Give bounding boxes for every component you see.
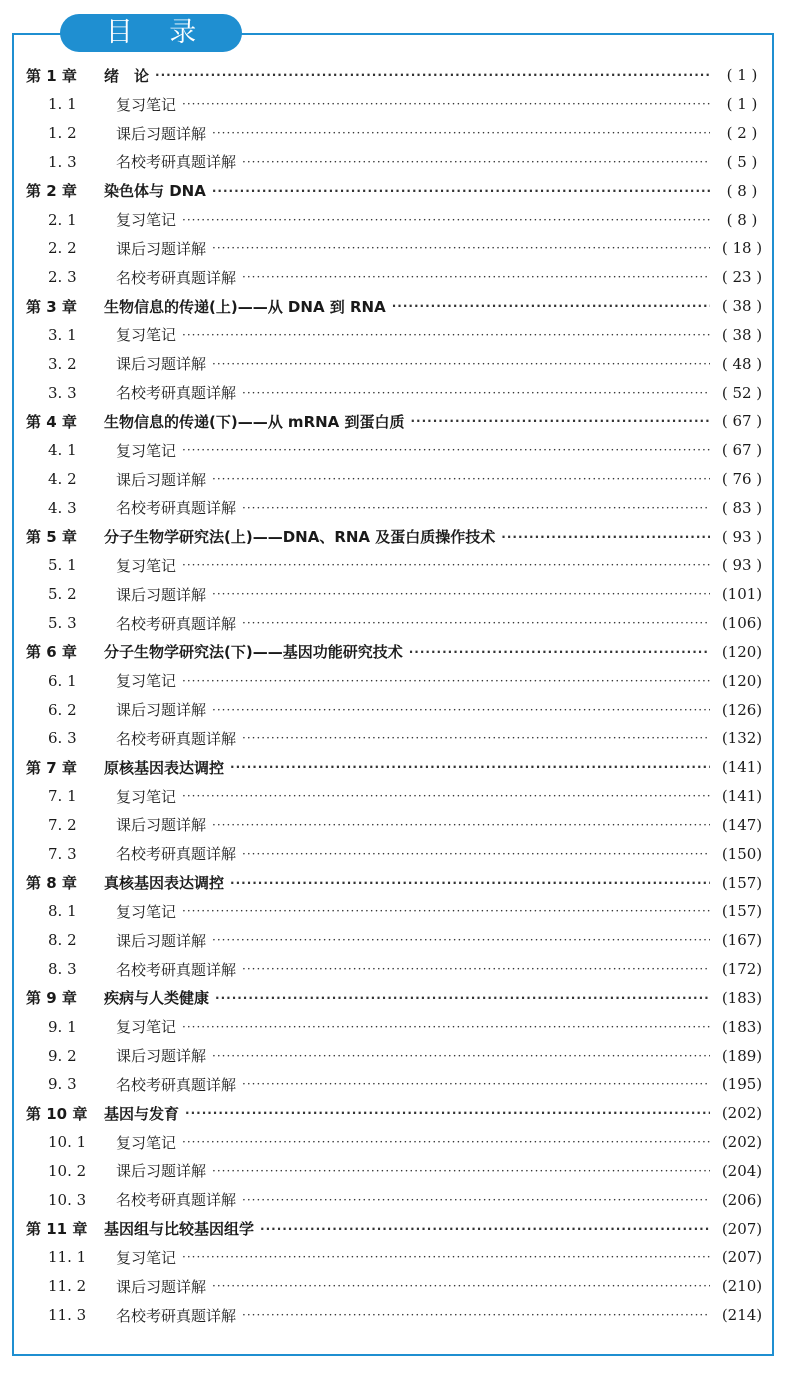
dot-leader (501, 530, 710, 544)
section-entry[interactable] (26, 320, 768, 349)
entry-page: (141) (721, 758, 763, 777)
entry-number: 4. 2 (48, 470, 77, 488)
section-entry[interactable] (26, 1156, 768, 1185)
entry-title: 课后习题详解 (116, 931, 207, 950)
entry-number: 8. 1 (48, 902, 77, 921)
entry-title: 名校考研真题详解 (116, 384, 237, 403)
entry-number: 第 2 章 (26, 182, 77, 201)
entry-number: 2. 3 (48, 268, 77, 287)
section-entry[interactable] (26, 695, 768, 724)
section-entry[interactable] (26, 147, 768, 176)
entry-number: 11. 3 (48, 1306, 87, 1325)
entry-title: 复习笔记 (116, 1133, 177, 1152)
section-entry[interactable] (26, 349, 768, 378)
entry-page: (195) (721, 1075, 763, 1094)
entry-page: (206) (721, 1190, 763, 1209)
chapter-entry[interactable] (26, 1099, 768, 1128)
entry-page: ( 83 ) (721, 498, 763, 517)
section-entry[interactable] (26, 724, 768, 753)
entry-title: 名校考研真题详解 (116, 499, 237, 518)
toc-title: 目 录 (60, 14, 242, 52)
section-entry[interactable] (26, 666, 768, 695)
dot-leader (182, 328, 710, 342)
entry-page: (204) (721, 1161, 763, 1180)
dot-leader (212, 703, 710, 717)
entry-number: 第 7 章 (26, 758, 77, 777)
entry-title: 分子生物学研究法(上)——DNA、RNA 及蛋白质操作技术 (104, 528, 496, 547)
entry-page: (207) (721, 1219, 763, 1238)
dot-leader (182, 1020, 710, 1034)
dot-leader (212, 241, 710, 255)
dot-leader (212, 472, 710, 486)
entry-page: (202) (721, 1104, 763, 1123)
dot-leader (242, 1193, 710, 1207)
dot-leader (212, 1279, 710, 1293)
entry-title: 课后习题详解 (116, 585, 207, 604)
entry-title: 课后习题详解 (116, 1162, 207, 1181)
entry-title: 基因与发育 (104, 1104, 180, 1123)
entry-page: (126) (721, 700, 763, 719)
entry-number: 11. 2 (48, 1277, 87, 1296)
section-entry[interactable] (26, 1041, 768, 1070)
section-entry[interactable] (26, 1243, 768, 1272)
entry-title: 复习笔记 (116, 672, 177, 691)
entry-page: (150) (721, 844, 763, 863)
entry-number: 第 11 章 (26, 1220, 88, 1239)
section-entry[interactable] (26, 1272, 768, 1301)
toc-list (26, 61, 768, 1329)
entry-page: (157) (721, 873, 763, 892)
section-entry[interactable] (26, 465, 768, 494)
entry-title: 复习笔记 (116, 1248, 177, 1267)
entry-page: (183) (721, 1017, 763, 1036)
entry-title: 名校考研真题详解 (116, 1191, 237, 1210)
entry-number: 10. 1 (48, 1133, 87, 1152)
entry-number: 9. 3 (48, 1075, 77, 1094)
section-entry[interactable] (26, 436, 768, 465)
dot-leader (409, 645, 710, 659)
entry-page: ( 18 ) (721, 239, 763, 258)
dot-leader (411, 414, 711, 428)
entry-title: 名校考研真题详解 (116, 1075, 237, 1094)
entry-number: 9. 2 (48, 1046, 77, 1065)
entry-page: ( 8 ) (726, 181, 758, 200)
entry-number: 第 3 章 (26, 297, 77, 316)
section-entry[interactable] (26, 119, 768, 148)
entry-title: 课后习题详解 (116, 1047, 207, 1066)
entry-page: (202) (721, 1133, 763, 1152)
chapter-entry[interactable] (26, 61, 768, 90)
dot-leader (242, 847, 710, 861)
dot-leader (242, 1077, 710, 1091)
entry-page: ( 23 ) (721, 268, 763, 287)
chapter-entry[interactable] (26, 638, 768, 667)
entry-page: ( 48 ) (721, 354, 763, 373)
entry-title: 课后习题详解 (116, 124, 207, 143)
entry-page: ( 67 ) (721, 412, 763, 431)
entry-title: 复习笔记 (116, 95, 177, 114)
entry-number: 9. 1 (48, 1017, 77, 1036)
chapter-entry[interactable] (26, 522, 768, 551)
section-entry[interactable] (26, 551, 768, 580)
dot-leader (215, 991, 710, 1005)
chapter-entry[interactable] (26, 176, 768, 205)
entry-page: ( 93 ) (721, 556, 763, 575)
entry-number: 4. 3 (48, 498, 77, 517)
section-entry[interactable] (26, 811, 768, 840)
section-entry[interactable] (26, 205, 768, 234)
entry-page: ( 2 ) (726, 124, 758, 143)
entry-page: (189) (721, 1046, 763, 1065)
entry-title: 复习笔记 (116, 326, 177, 345)
entry-number: 第 4 章 (26, 412, 77, 431)
entry-number: 5. 2 (48, 585, 77, 604)
dot-leader (212, 818, 710, 832)
entry-number: 第 8 章 (26, 874, 77, 893)
entry-page: ( 1 ) (726, 66, 758, 85)
entry-page: ( 93 ) (721, 527, 763, 546)
entry-page: (207) (721, 1248, 763, 1267)
chapter-entry[interactable] (26, 292, 768, 321)
entry-title: 复习笔记 (116, 211, 177, 230)
dot-leader (260, 1222, 710, 1236)
section-entry[interactable] (26, 609, 768, 638)
entry-page: (106) (721, 614, 763, 633)
entry-number: 第 5 章 (26, 528, 77, 547)
entry-page: (147) (721, 815, 763, 834)
chapter-entry[interactable] (26, 984, 768, 1013)
entry-number: 10. 2 (48, 1161, 87, 1180)
section-entry[interactable] (26, 782, 768, 811)
entry-page: ( 76 ) (721, 470, 763, 488)
section-entry[interactable] (26, 839, 768, 868)
entry-page: ( 52 ) (721, 383, 763, 402)
dot-leader (242, 270, 710, 284)
entry-number: 6. 3 (48, 729, 77, 748)
entry-number: 5. 1 (48, 556, 77, 575)
entry-title: 复习笔记 (116, 441, 177, 460)
entry-number: 1. 1 (48, 95, 77, 114)
entry-title: 原核基因表达调控 (104, 758, 225, 777)
chapter-entry[interactable] (26, 1214, 768, 1243)
entry-page: ( 38 ) (721, 297, 763, 316)
entry-number: 11. 1 (48, 1248, 87, 1267)
entry-number: 7. 2 (48, 815, 77, 834)
dot-leader (230, 760, 710, 774)
entry-number: 6. 2 (48, 700, 77, 719)
entry-title: 染色体与 DNA (104, 182, 206, 201)
entry-title: 课后习题详解 (116, 1277, 207, 1296)
dot-leader (182, 1135, 710, 1149)
entry-page: (172) (721, 960, 763, 979)
dot-leader (212, 357, 710, 371)
dot-leader (242, 386, 710, 400)
section-entry[interactable] (26, 234, 768, 263)
entry-number: 第 6 章 (26, 643, 77, 662)
entry-number: 7. 1 (48, 787, 77, 806)
chapter-entry[interactable] (26, 868, 768, 897)
entry-number: 8. 3 (48, 960, 77, 979)
dot-leader (212, 184, 710, 198)
dot-leader (182, 1250, 710, 1264)
dot-leader (212, 933, 710, 947)
section-entry[interactable] (26, 378, 768, 407)
entry-page: (214) (721, 1306, 763, 1325)
dot-leader (212, 587, 710, 601)
entry-page: (183) (721, 988, 763, 1007)
dot-leader (242, 501, 710, 515)
entry-page: ( 67 ) (721, 441, 763, 460)
dot-leader (242, 731, 710, 745)
entry-title: 名校考研真题详解 (116, 153, 237, 172)
dot-leader (155, 68, 710, 82)
entry-title: 课后习题详解 (116, 701, 207, 720)
entry-title: 复习笔记 (116, 902, 177, 921)
entry-number: 2. 1 (48, 210, 77, 229)
entry-title: 复习笔记 (116, 556, 177, 575)
section-entry[interactable] (26, 580, 768, 609)
dot-leader (182, 904, 710, 918)
section-entry[interactable] (26, 1128, 768, 1157)
dot-leader (242, 1308, 710, 1322)
entry-title: 基因组与比较基因组学 (104, 1220, 255, 1239)
entry-page: (157) (721, 902, 763, 921)
section-entry[interactable] (26, 90, 768, 119)
entry-number: 4. 1 (48, 441, 77, 460)
entry-page: ( 5 ) (726, 152, 758, 171)
section-entry[interactable] (26, 897, 768, 926)
dot-leader (182, 674, 710, 688)
dot-leader (212, 1049, 710, 1063)
dot-leader (212, 1164, 710, 1178)
entry-title: 名校考研真题详解 (116, 268, 237, 287)
section-entry[interactable] (26, 926, 768, 955)
dot-leader (392, 299, 710, 313)
dot-leader (242, 962, 710, 976)
entry-number: 2. 2 (48, 239, 77, 258)
section-entry[interactable] (26, 493, 768, 522)
entry-number: 第 9 章 (26, 989, 77, 1008)
entry-title: 课后习题详解 (116, 816, 207, 835)
entry-number: 1. 3 (48, 152, 77, 171)
entry-page: (141) (721, 787, 763, 806)
dot-leader (182, 789, 710, 803)
entry-title: 名校考研真题详解 (116, 614, 237, 633)
dot-leader (182, 97, 710, 111)
dot-leader (212, 126, 710, 140)
entry-title: 真核基因表达调控 (104, 874, 225, 893)
section-entry[interactable] (26, 1012, 768, 1041)
section-entry[interactable] (26, 1185, 768, 1214)
entry-page: ( 38 ) (721, 325, 763, 344)
entry-number: 第 1 章 (26, 66, 77, 85)
entry-page: (101) (721, 585, 763, 604)
entry-number: 7. 3 (48, 844, 77, 863)
entry-number: 第 10 章 (26, 1104, 88, 1123)
entry-number: 6. 1 (48, 671, 77, 690)
section-entry[interactable] (26, 955, 768, 984)
dot-leader (185, 1106, 710, 1120)
entry-title: 课后习题详解 (116, 239, 207, 258)
dot-leader (182, 558, 710, 572)
entry-page: (132) (721, 729, 763, 748)
entry-title: 复习笔记 (116, 787, 177, 806)
entry-title: 生物信息的传递(上)——从 DNA 到 RNA (104, 297, 386, 316)
entry-page: ( 1 ) (726, 95, 758, 114)
dot-leader (242, 616, 710, 630)
entry-title: 名校考研真题详解 (116, 960, 237, 979)
dot-leader (230, 876, 710, 890)
dot-leader (182, 213, 710, 227)
dot-leader (182, 443, 710, 457)
entry-title: 名校考研真题详解 (116, 1306, 237, 1325)
entry-title: 名校考研真题详解 (116, 845, 237, 864)
entry-number: 8. 2 (48, 931, 77, 950)
entry-title: 疾病与人类健康 (104, 989, 210, 1008)
entry-number: 5. 3 (48, 614, 77, 633)
chapter-entry[interactable] (26, 753, 768, 782)
entry-number: 3. 3 (48, 383, 77, 402)
entry-page: (167) (721, 931, 763, 950)
entry-title: 名校考研真题详解 (116, 729, 237, 748)
entry-title: 生物信息的传递(下)——从 mRNA 到蛋白质 (104, 412, 405, 431)
entry-number: 1. 2 (48, 124, 77, 143)
entry-number: 3. 1 (48, 325, 77, 344)
chapter-entry[interactable] (26, 407, 768, 436)
entry-page: (120) (721, 671, 763, 690)
dot-leader (242, 155, 710, 169)
entry-title: 课后习题详解 (116, 355, 207, 374)
entry-number: 3. 2 (48, 354, 77, 373)
entry-page: ( 8 ) (726, 210, 758, 229)
section-entry[interactable] (26, 263, 768, 292)
entry-page: (120) (721, 642, 763, 661)
entry-title: 课后习题详解 (116, 470, 207, 489)
section-entry[interactable] (26, 1070, 768, 1099)
entry-title: 复习笔记 (116, 1018, 177, 1037)
entry-number: 10. 3 (48, 1190, 87, 1209)
entry-title: 分子生物学研究法(下)——基因功能研究技术 (104, 643, 403, 662)
entry-title: 绪 论 (104, 66, 150, 85)
entry-page: (210) (721, 1277, 763, 1296)
section-entry[interactable] (26, 1301, 768, 1330)
